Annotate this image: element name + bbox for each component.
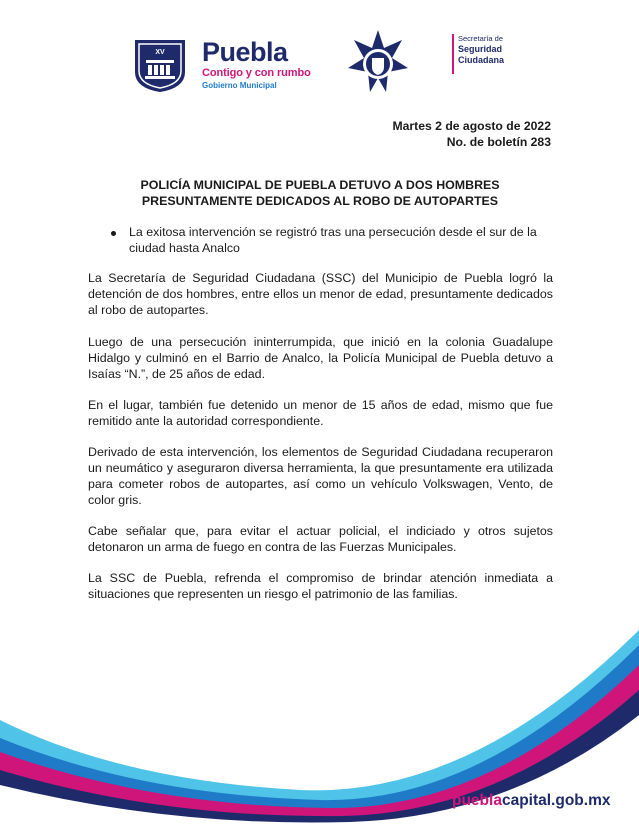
municipal-shield-logo [131, 36, 189, 94]
shield-label: XV [155, 49, 165, 56]
paragraph-2: Luego de una persecución ininterrumpida, que inició en la colonia Guadalupe Hidalgo y culminó en el Barrio de Analco, la Policía Municipal de Puebla detuvo a Isaías “N.”, de 25 años de edad. [88, 335, 553, 381]
title-line1: POLICÍA MUNICIPAL DE PUEBLA DETUVO A DOS HOMBRES [140, 178, 500, 192]
bullet-icon [111, 231, 116, 236]
ssc-divider [452, 34, 454, 74]
brand-government: Gobierno Municipal [202, 81, 277, 90]
ssc-line1: Secretaría de [458, 34, 504, 43]
paragraph-1: La Secretaría de Seguridad Ciudadana (SSC) del Municipio de Puebla logró la detención de dos hombres, entre ellos un menor de edad, presuntamente dedicados al robo de autopartes. [88, 271, 553, 317]
bulletin-number: No. de boletín 283 [446, 135, 551, 149]
police-star-badge-icon [346, 28, 410, 96]
brand-name: Puebla [202, 37, 288, 67]
ssc-logo [458, 34, 588, 66]
url-part2: capital.gob.mx [501, 792, 611, 809]
bulletin-date: Martes 2 de agosto de 2022 [392, 119, 551, 133]
ssc-line3: Ciudadana [458, 55, 505, 65]
url-part1: puebla [452, 792, 502, 809]
paragraph-5: Cabe señalar que, para evitar el actuar policial, el indiciado y otros sujetos detonaron un arma de fuego en contra de las Fuerzas Municipales. [88, 524, 553, 554]
ssc-line2: Seguridad [458, 44, 503, 54]
puebla-brand-logo [202, 38, 332, 92]
paragraph-6: La SSC de Puebla, refrenda el compromiso de brindar atención inmediata a situaciones que representen un riesgo el patrimonio de las familias. [88, 571, 553, 601]
brand-tagline: Contigo y con rumbo [202, 67, 311, 79]
bulletin-meta [392, 118, 551, 150]
paragraph-4: Derivado de esta intervención, los elementos de Seguridad Ciudadana recuperaron un neumático y aseguraron diversa herramienta, la que presuntamente era utilizada para cometer robos de autopartes, así como un vehículo Volkswagen, Vento, de color gris. [88, 445, 553, 507]
paragraph-3: En el lugar, también fue detenido un menor de 15 años de edad, mismo que fue remitido ante la autoridad correspondiente. [88, 398, 553, 428]
summary-bullet: La exitosa intervención se registró tras una persecución desde el sur de la ciudad hasta Analco [129, 225, 537, 255]
website-url [452, 792, 610, 810]
title-line2: PRESUNTAMENTE DEDICADOS AL ROBO DE AUTOPARTES [141, 194, 499, 208]
press-release-title [60, 177, 580, 209]
